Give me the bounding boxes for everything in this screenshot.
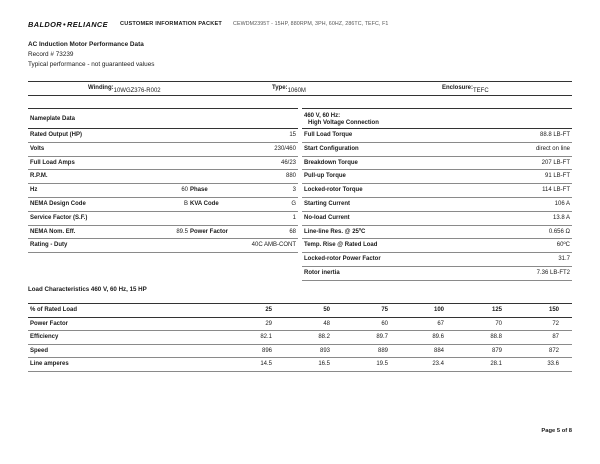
load-header-row bbox=[28, 303, 572, 318]
nameplate-value: 46/23 bbox=[280, 159, 296, 166]
nameplate-table bbox=[28, 108, 298, 253]
hv-header-row bbox=[302, 108, 572, 129]
load-cell: 67 bbox=[437, 320, 444, 327]
nameplate-value: 230/460 bbox=[274, 145, 296, 152]
load-column-header: 25 bbox=[265, 307, 272, 313]
nameplate-value: 3 bbox=[292, 187, 296, 194]
load-cell: 14.5 bbox=[260, 361, 272, 368]
high-voltage-table bbox=[302, 108, 572, 281]
logo-separator: • bbox=[63, 19, 67, 29]
load-column-header: 150 bbox=[548, 307, 559, 313]
load-cell: 33.6 bbox=[547, 361, 559, 368]
hv-label: No-load Current bbox=[304, 214, 350, 221]
winding-label: Winding: bbox=[88, 85, 114, 91]
nameplate-value: 68 bbox=[289, 228, 296, 235]
hv-value: 60ºC bbox=[556, 242, 570, 249]
nameplate-row bbox=[28, 184, 298, 198]
load-cell: 87 bbox=[552, 334, 559, 341]
load-column-header: 75 bbox=[381, 307, 388, 313]
load-characteristics-table bbox=[28, 303, 572, 372]
hv-row bbox=[302, 253, 572, 267]
hv-label: Full Load Torque bbox=[304, 132, 353, 138]
nameplate-mid-value: 60 bbox=[181, 187, 188, 194]
type-label: Type: bbox=[272, 85, 288, 91]
load-cell: 89.7 bbox=[376, 334, 388, 341]
load-cell: 889 bbox=[377, 347, 388, 354]
nameplate-label: Service Factor (S.F.) bbox=[30, 214, 88, 221]
hv-value: 0.656 Ω bbox=[548, 228, 570, 235]
hv-label: Start Configuration bbox=[304, 145, 359, 152]
load-column-header: 100 bbox=[433, 307, 444, 313]
nameplate-label: NEMA Design Code bbox=[30, 200, 86, 207]
load-cell: 28.1 bbox=[490, 361, 502, 368]
load-row-label: Line amperes bbox=[30, 361, 69, 368]
nameplate-row bbox=[28, 170, 298, 184]
nameplate-label: Rated Output (HP) bbox=[30, 132, 82, 138]
hv-row bbox=[302, 157, 572, 171]
nameplate-mid-label: Phase bbox=[190, 187, 208, 194]
nameplate-label: R.P.M. bbox=[30, 173, 48, 180]
load-cell: 896 bbox=[261, 347, 272, 354]
load-cell: 60 bbox=[381, 320, 388, 327]
hv-row bbox=[302, 170, 572, 184]
load-row bbox=[28, 358, 572, 372]
load-row bbox=[28, 331, 572, 345]
nameplate-header: Nameplate Data bbox=[30, 116, 76, 122]
load-cell: 23.4 bbox=[432, 361, 444, 368]
nameplate-mid-value: B bbox=[183, 200, 188, 207]
enclosure-value: TEFC bbox=[473, 88, 489, 94]
hv-header-line1: 460 V, 60 Hz: bbox=[304, 113, 341, 119]
hv-value: direct on line bbox=[535, 145, 570, 152]
load-row bbox=[28, 345, 572, 359]
nameplate-row bbox=[28, 239, 298, 253]
hv-label: Line-line Res. @ 25ºC bbox=[304, 228, 366, 235]
type-info bbox=[272, 85, 306, 94]
nameplate-label: Rating - Duty bbox=[30, 242, 68, 249]
nameplate-value: 15 bbox=[289, 132, 296, 138]
load-row-label: Speed bbox=[30, 347, 49, 354]
packet-title: CUSTOMER INFORMATION PACKET bbox=[120, 21, 223, 27]
load-cell: 29 bbox=[265, 320, 272, 327]
hv-label: Breakdown Torque bbox=[304, 159, 358, 166]
load-cell: 70 bbox=[495, 320, 502, 327]
brand-logo bbox=[28, 20, 108, 29]
load-cell: 82.1 bbox=[260, 334, 272, 341]
load-cell: 19.5 bbox=[376, 361, 388, 368]
load-cell: 89.6 bbox=[432, 334, 444, 341]
load-cell: 872 bbox=[548, 347, 559, 354]
hv-row bbox=[302, 198, 572, 212]
hv-label: Rotor inertia bbox=[304, 269, 340, 276]
load-header-label: % of Rated Load bbox=[30, 307, 78, 313]
hv-value: 91 LB-FT bbox=[544, 173, 570, 180]
hv-value: 13.8 A bbox=[552, 214, 570, 221]
load-column-header: 50 bbox=[323, 307, 330, 313]
nameplate-mid-label: Power Factor bbox=[190, 228, 229, 235]
page-header bbox=[28, 18, 580, 30]
nameplate-row bbox=[28, 198, 298, 212]
load-row bbox=[28, 318, 572, 332]
nameplate-value: 40C AMB-CONT bbox=[251, 242, 296, 249]
nameplate-label: Full Load Amps bbox=[30, 159, 75, 166]
load-characteristics-title: Load Characteristics 460 V, 60 Hz, 15 HP bbox=[28, 286, 147, 293]
hv-value: 114 LB-FT bbox=[542, 187, 570, 194]
load-cell: 88.2 bbox=[318, 334, 330, 341]
enclosure-info bbox=[442, 85, 489, 94]
hv-label: Locked-rotor Power Factor bbox=[304, 256, 381, 263]
nameplate-row bbox=[28, 157, 298, 171]
load-row-label: Efficiency bbox=[30, 334, 59, 341]
hv-label: Locked-rotor Torque bbox=[304, 187, 363, 194]
hv-row bbox=[302, 184, 572, 198]
nameplate-row bbox=[28, 226, 298, 240]
nameplate-label: Volts bbox=[30, 145, 45, 152]
hv-row bbox=[302, 143, 572, 157]
nameplate-header-row bbox=[28, 108, 298, 129]
motor-info-bar bbox=[28, 81, 572, 96]
hv-header-line2: High Voltage Connection bbox=[308, 119, 379, 126]
nameplate-label: NEMA Nom. Eff. bbox=[30, 228, 76, 235]
enclosure-label: Enclosure: bbox=[442, 85, 474, 91]
hv-row bbox=[302, 129, 572, 143]
hv-label: Pull-up Torque bbox=[304, 173, 346, 180]
winding-value: 10WGZ376-R002 bbox=[113, 88, 161, 94]
hv-row bbox=[302, 226, 572, 240]
nameplate-mid-value: 89.5 bbox=[176, 228, 188, 235]
nameplate-value: 1 bbox=[292, 214, 296, 221]
hv-row bbox=[302, 239, 572, 253]
model-description: CEWDM2395T - 15HP, 880RPM, 3PH, 60HZ, 286TC, TEFC, F1 bbox=[233, 21, 389, 27]
load-cell: 72 bbox=[552, 320, 559, 327]
load-cell: 48 bbox=[323, 320, 330, 327]
hv-label: Temp. Rise @ Rated Load bbox=[304, 242, 378, 249]
load-cell: 884 bbox=[433, 347, 444, 354]
logo-left-text: BALDOR bbox=[28, 19, 63, 29]
hv-label: Starting Current bbox=[304, 200, 351, 207]
nameplate-mid-label: KVA Code bbox=[190, 200, 219, 207]
hv-value: 31.7 bbox=[558, 256, 570, 263]
nameplate-row bbox=[28, 212, 298, 226]
nameplate-value: 880 bbox=[285, 173, 296, 180]
page-number: Page 5 of 8 bbox=[541, 428, 572, 434]
load-cell: 16.5 bbox=[318, 361, 330, 368]
logo-right-text: RELIANCE bbox=[67, 19, 108, 29]
winding-info bbox=[88, 85, 161, 94]
load-column-header: 125 bbox=[491, 307, 502, 313]
type-value: 1060M bbox=[287, 88, 306, 94]
hv-value: 88.8 LB-FT bbox=[539, 132, 570, 138]
nameplate-value: G bbox=[291, 200, 296, 207]
hv-value: 207 LB-FT bbox=[541, 159, 570, 166]
load-cell: 88.8 bbox=[490, 334, 502, 341]
load-row-label: Power Factor bbox=[30, 320, 69, 327]
hv-value: 7.36 LB-FT2 bbox=[536, 269, 570, 276]
hv-value: 106 A bbox=[554, 200, 570, 207]
hv-row bbox=[302, 267, 572, 281]
hv-row bbox=[302, 212, 572, 226]
record-number: Record # 73239 bbox=[28, 51, 74, 58]
load-cell: 879 bbox=[491, 347, 502, 354]
nameplate-row bbox=[28, 143, 298, 157]
document-title: AC Induction Motor Performance Data bbox=[28, 41, 144, 48]
load-cell: 893 bbox=[319, 347, 330, 354]
nameplate-row bbox=[28, 129, 298, 143]
disclaimer: Typical performance - not guaranteed values bbox=[28, 61, 155, 68]
nameplate-label: Hz bbox=[30, 187, 38, 194]
